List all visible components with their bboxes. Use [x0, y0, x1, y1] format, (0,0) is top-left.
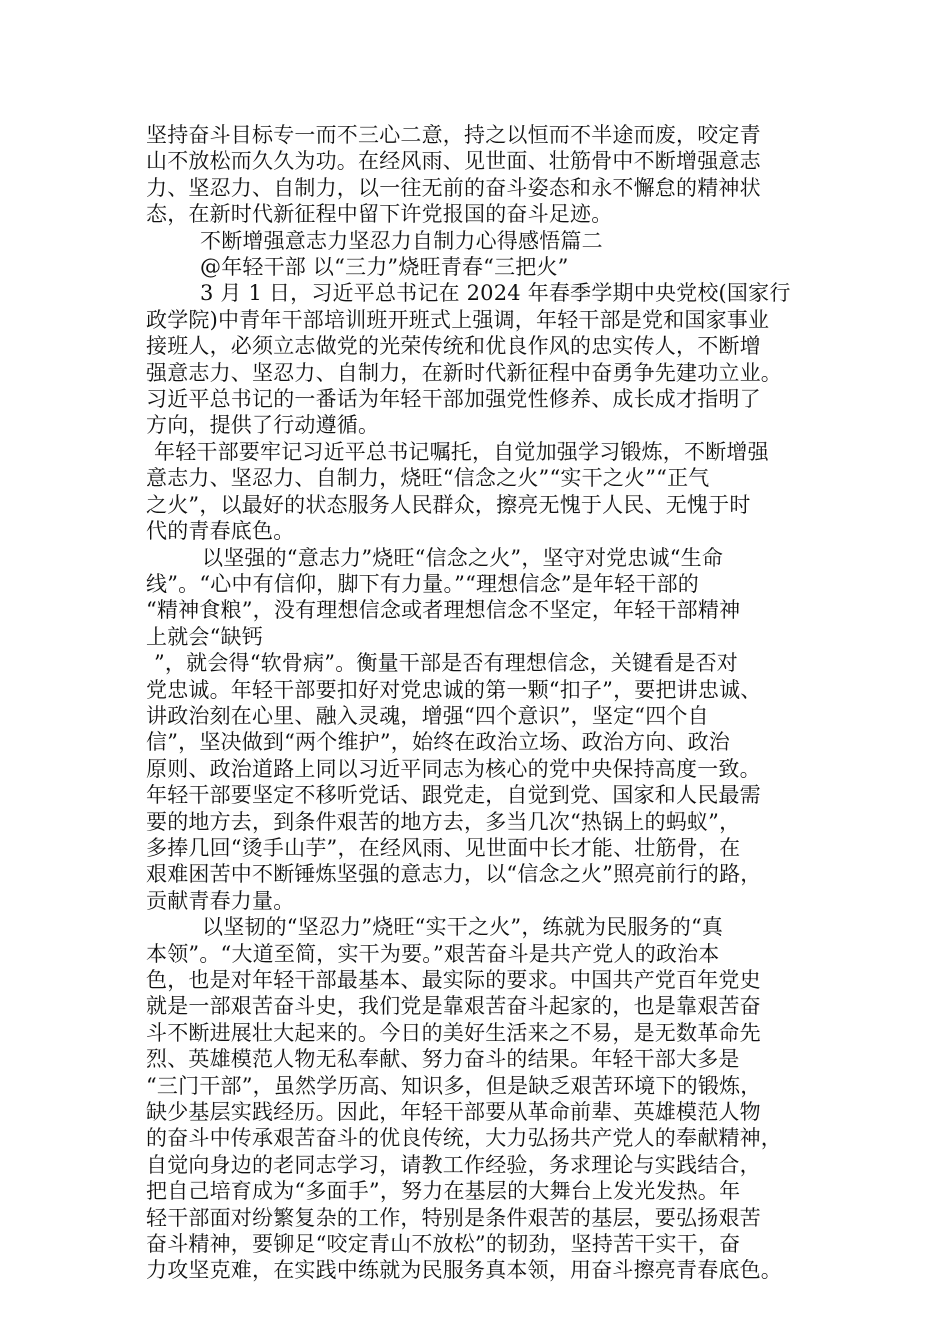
- text-line: 年轻干部要牢记习近平总书记嘱托，自觉加强学习锻炼，不断增强: [154, 439, 769, 464]
- text-line: 要的地方去，到条件艰苦的地方去，多当几次“热锅上的蚂蚁”，: [146, 809, 741, 834]
- text-line: 斗不断进展壮大起来的。今日的美好生活来之不易，是无数革命先: [146, 1020, 761, 1045]
- text-line: 习近平总书记的一番话为年轻干部加强党性修养、成长成才指明了: [146, 387, 761, 412]
- text-line: 态，在新时代新征程中留下许党报国的奋斗足迹。: [146, 202, 613, 227]
- text-line: @年轻干部 以“三力”烧旺青春“三把火”: [200, 255, 569, 280]
- text-line: 艰难困苦中不断锤炼坚强的意志力，以“信念之火”照亮前行的路，: [146, 862, 762, 887]
- text-line: 缺少基层实践经历。因此，年轻干部要从革命前辈、英雄模范人物: [146, 1100, 761, 1125]
- text-line: 轻干部面对纷繁复杂的工作，特别是条件艰苦的基层，要弘扬艰苦: [146, 1205, 761, 1230]
- text-line: 年轻干部要坚定不移听党话、跟党走，自觉到党、国家和人民最需: [146, 783, 761, 808]
- text-line: 方向，提供了行动遵循。: [146, 413, 380, 438]
- text-line: 意志力、坚忍力、自制力，烧旺“信念之火”“实干之火”“正气: [146, 466, 710, 491]
- text-line: 奋斗精神，要铆足“咬定青山不放松”的韧劲，坚持苦干实干，奋: [146, 1232, 741, 1257]
- text-line: 贡献青春力量。: [146, 888, 295, 913]
- text-line: 以坚韧的“坚忍力”烧旺“实干之火”，练就为民服务的“真: [202, 915, 724, 940]
- text-line: 多捧几回“烫手山芋”，在经风雨、见世面中长才能、壮筋骨，在: [146, 835, 741, 860]
- text-line: 政学院)中青年干部培训班开班式上强调，年轻干部是党和国家事业: [146, 307, 770, 332]
- text-line: 以坚强的“意志力”烧旺“信念之火”，坚守对党忠诚“生命: [202, 545, 724, 570]
- text-line: 代的青春底色。: [146, 519, 295, 544]
- text-line: 讲政治刻在心里、融入灵魂，增强“四个意识”，坚定“四个自: [146, 703, 709, 728]
- text-line: 不断增强意志力坚忍力自制力心得感悟篇二: [200, 228, 603, 253]
- text-line: 就是一部艰苦奋斗史，我们党是靠艰苦奋斗起家的，也是靠艰苦奋: [146, 994, 761, 1019]
- text-line: ”，就会得“软骨病”。衡量干部是否有理想信念，关键看是否对: [154, 651, 739, 676]
- document-body: [146, 122, 816, 1284]
- text-line: 的奋斗中传承艰苦奋斗的优良传统，大力弘扬共产党人的奉献精神，: [146, 1126, 782, 1151]
- text-line: 坚持奋斗目标专一而不三心二意，持之以恒而不半途而废，咬定青: [146, 123, 761, 147]
- text-line: 强意志力、坚忍力、自制力，在新时代新征程中奋勇争先建功立业。: [146, 360, 782, 385]
- text-line: 自觉向身边的老同志学习，请教工作经验，务求理论与实践结合，: [146, 1152, 761, 1177]
- text-line: 3 月 1 日，习近平总书记在 2024 年春季学期中央党校(国家行: [200, 281, 791, 306]
- text-line: 色，也是对年轻干部最基本、最实际的要求。中国共产党百年党史: [146, 968, 761, 992]
- text-line: 本领”。“大道至简，实干为要。”艰苦奋斗是共产党人的政治本: [146, 941, 720, 966]
- text-line: 力、坚忍力、自制力，以一往无前的奋斗姿态和永不懈怠的精神状: [146, 175, 761, 200]
- text-line: 信”，坚决做到“两个维护”，始终在政治立场、政治方向、政治: [146, 730, 731, 755]
- text-line: 山不放松而久久为功。在经风雨、见世面、壮筋骨中不断增强意志: [146, 149, 761, 174]
- text-line: 烈、英雄模范人物无私奉献、努力奋斗的结果。年轻干部大多是: [146, 1047, 740, 1072]
- text-line: “精神食粮”，没有理想信念或者理想信念不坚定，年轻干部精神: [146, 598, 741, 623]
- text-line: 原则、政治道路上同以习近平同志为核心的党中央保持高度一致。: [146, 756, 761, 781]
- text-line: 党忠诚。年轻干部要扣好对党忠诚的第一颗“扣子”，要把讲忠诚、: [146, 677, 762, 702]
- text-line: 上就会“缺钙: [146, 624, 263, 649]
- text-line: 把自己培育成为“多面手”，努力在基层的大舞台上发光发热。年: [146, 1179, 741, 1204]
- text-line: 力攻坚克难，在实践中练就为民服务真本领，用奋斗擦亮青春底色。: [146, 1258, 782, 1283]
- text-line: “三门干部”，虽然学历高、知识多，但是缺乏艰苦环境下的锻炼，: [146, 1073, 762, 1098]
- text-line: 线”。“心中有信仰，脚下有力量。”“理想信念”是年轻干部的: [146, 571, 699, 596]
- text-line: 接班人，必须立志做党的光荣传统和优良作风的忠实传人，不断增: [146, 334, 761, 359]
- text-line: 之火”，以最好的状态服务人民群众，擦亮无愧于人民、无愧于时: [146, 492, 751, 517]
